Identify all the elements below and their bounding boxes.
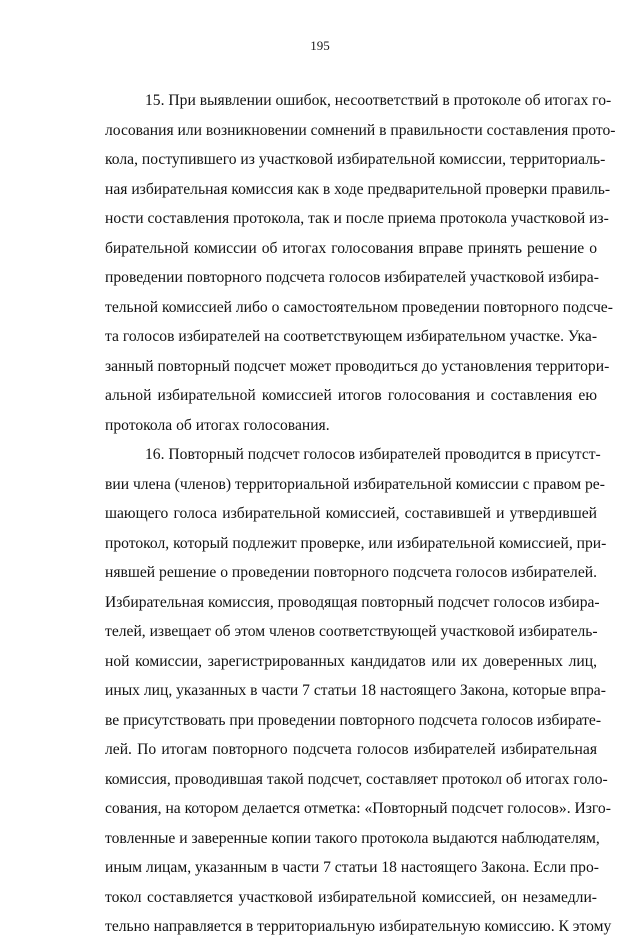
text-line: протокол, который подлежит проверке, или избирательной комиссией, при-: [105, 534, 607, 552]
text-line: проведении повторного подсчета голосов избирателей участковой избира-: [105, 269, 599, 286]
text-line: та голосов избирателей на соответствующем избирательном участке. Ука-: [105, 328, 598, 345]
text-line: комиссия, проводившая такой подсчет, составляет протокол об итогах голо-: [105, 770, 608, 788]
text-line: телей, извещает об этом членов соответствующей участковой избиратель-: [105, 623, 598, 640]
text-line: протокола об итогах голосования.: [105, 416, 330, 434]
text-line: товленные и заверенные копии такого протокола выдаются наблюдателям,: [105, 829, 600, 847]
text-line: тельной комиссией либо о самостоятельном проведении повторного подсче-: [105, 298, 613, 316]
text-line: ности составления протокола, так и после приема протокола участковой из-: [105, 210, 609, 227]
document-body: [105, 86, 616, 942]
text-line: ная избирательная комиссия как в ходе предварительной проверки правиль-: [105, 180, 611, 198]
text-line: лей. По итогам повторного подсчета голосов избирателей избирательная: [105, 741, 597, 758]
text-line: вии члена (членов) территориальной избирательной комиссии с правом ре-: [105, 475, 605, 493]
text-line: бирательной комиссии об итогах голосования вправе принять решение о: [105, 239, 597, 257]
text-line: иным лицам, указанным в части 7 статьи 18 настоящего Закона. Если про-: [105, 859, 599, 876]
text-line: Избирательная комиссия, проводящая повторный подсчет голосов избира-: [105, 593, 600, 611]
text-line: токол составляется участковой избирательной комиссией, он незамедли-: [105, 888, 597, 906]
text-line: тельно направляется в территориальную избирательную комиссию. К этому: [105, 918, 612, 935]
text-line: нявшей решение о проведении повторного подсчета голосов избирателей.: [105, 564, 597, 581]
page-number: 195: [310, 38, 330, 53]
text-line: 15. При выявлении ошибок, несоответствий в протоколе об итогах го-: [145, 92, 612, 109]
text-line: ной комиссии, зарегистрированных кандидатов или их доверенных лиц,: [105, 652, 597, 670]
text-line: шающего голоса избирательной комиссией, составившей и утвердившей: [105, 505, 597, 522]
text-line: альной избирательной комиссией итогов голосования и составления ею: [105, 387, 597, 404]
paragraph-15: [105, 86, 616, 440]
text-line: 16. Повторный подсчет голосов избирателей проводится в присутст-: [145, 446, 601, 463]
text-line: лосования или возникновении сомнений в правильности составления прото-: [105, 121, 616, 139]
text-line: иных лиц, указанных в части 7 статьи 18 настоящего Закона, которые впра-: [105, 682, 606, 699]
text-line: ве присутствовать при проведении повторного подсчета голосов избирате-: [105, 711, 602, 729]
text-line: кола, поступившего из участковой избирательной комиссии, территориаль-: [105, 151, 606, 168]
text-line: занный повторный подсчет может проводиться до установления территори-: [105, 357, 610, 375]
text-line: сования, на котором делается отметка: «Повторный подсчет голосов». Изго-: [105, 800, 611, 817]
paragraph-16: [105, 440, 612, 942]
